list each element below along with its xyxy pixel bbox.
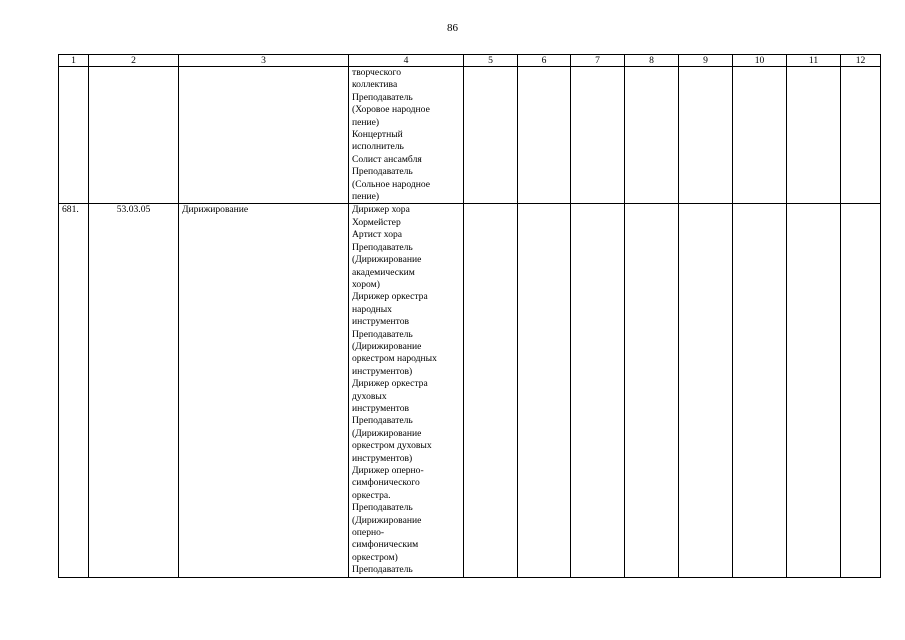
qualification-line: оркестром духовых [352,440,432,452]
empty-cell-col-12 [841,204,881,577]
column-header-4: 4 [349,55,464,67]
column-header-11: 11 [787,55,841,67]
qualification-line: (Дирижирование [352,427,422,439]
qualifications-cell [349,204,464,577]
empty-cell-col-12 [841,67,881,204]
qualification-line: симфоническим [352,539,419,551]
qualification-line: пение) [352,116,380,128]
qualification-line: Преподаватель [352,415,413,427]
empty-cell-col-10 [733,67,787,204]
qualification-line: оркестром) [352,551,398,563]
specialty-code-cell: 53.03.05 [89,204,179,577]
qualification-line: Преподаватель [352,91,413,103]
table-row [59,204,881,577]
page-number: 86 [447,22,458,34]
empty-cell-col-11 [787,204,841,577]
column-header-6: 6 [518,55,571,67]
empty-cell-col-5 [464,67,518,204]
qualification-line: (Сольное народное [352,178,431,190]
qualification-line: Преподаватель [352,502,413,514]
column-header-9: 9 [679,55,733,67]
qualification-line: Концертный [352,129,403,141]
empty-cell-col-9 [679,67,733,204]
qualification-line: Преподаватель [352,241,413,253]
column-header-2: 2 [89,55,179,67]
qualification-line: хором) [352,278,380,290]
qualification-line: Дирижер оркестра [352,291,428,303]
empty-cell-col-9 [679,204,733,577]
header-row [59,55,881,67]
qualification-line: народных [352,303,392,315]
column-header-7: 7 [571,55,625,67]
qualification-line: Солист ансамбля [352,153,422,165]
column-header-10: 10 [733,55,787,67]
qualification-line: (Дирижирование [352,514,422,526]
empty-cell-col-7 [571,67,625,204]
qualification-line: Преподаватель [352,564,413,576]
empty-cell-col-6 [518,204,571,577]
qualification-line: (Дирижирование [352,254,422,266]
qualification-line: инструментов) [352,452,413,464]
qualification-line: Артист хора [352,229,403,241]
qualification-line: духовых [352,390,387,402]
table-row [59,67,881,204]
qualification-line: (Хоровое народное [352,104,430,116]
qualification-line: оперно- [352,527,385,539]
empty-cell-col-11 [787,67,841,204]
qualification-line: пение) [352,191,380,203]
empty-cell-col-7 [571,204,625,577]
empty-cell-col-6 [518,67,571,204]
qualification-line: инструментов [352,402,410,414]
qualification-line: исполнитель [352,141,404,153]
column-header-3: 3 [179,55,349,67]
qualification-line: (Дирижирование [352,340,422,352]
qualification-line: оркестром народных [352,353,437,365]
row-number-cell: 681. [59,204,89,577]
column-header-12: 12 [841,55,881,67]
qualification-line: творческого [352,67,402,78]
qualifications-table [58,54,881,578]
qualification-line: Хормейстер [352,216,401,228]
qualification-line: Преподаватель [352,328,413,340]
qualification-line: Дирижер оперно- [352,465,424,476]
empty-cell-col-5 [464,204,518,577]
qualification-line: инструментов) [352,365,413,377]
qualifications-cell [349,67,464,204]
column-header-5: 5 [464,55,518,67]
qualification-line: Дирижер хора [352,204,410,216]
empty-cell-col-8 [625,204,679,577]
specialty-code-cell [89,67,179,204]
qualification-line: Преподаватель [352,166,413,178]
column-header-1: 1 [59,55,89,67]
qualification-line: академическим [352,266,415,278]
qualification-line: оркестра. [352,489,391,501]
qualification-line: Дирижер оркестра [352,378,428,390]
qualification-line: инструментов [352,316,410,328]
qualification-line: коллектива [352,79,398,91]
specialty-name-cell: Дирижирование [179,204,349,577]
row-number-cell [59,67,89,204]
qualification-line: симфонического [352,477,420,489]
empty-cell-col-8 [625,67,679,204]
column-header-8: 8 [625,55,679,67]
empty-cell-col-10 [733,204,787,577]
specialty-name-cell [179,67,349,204]
